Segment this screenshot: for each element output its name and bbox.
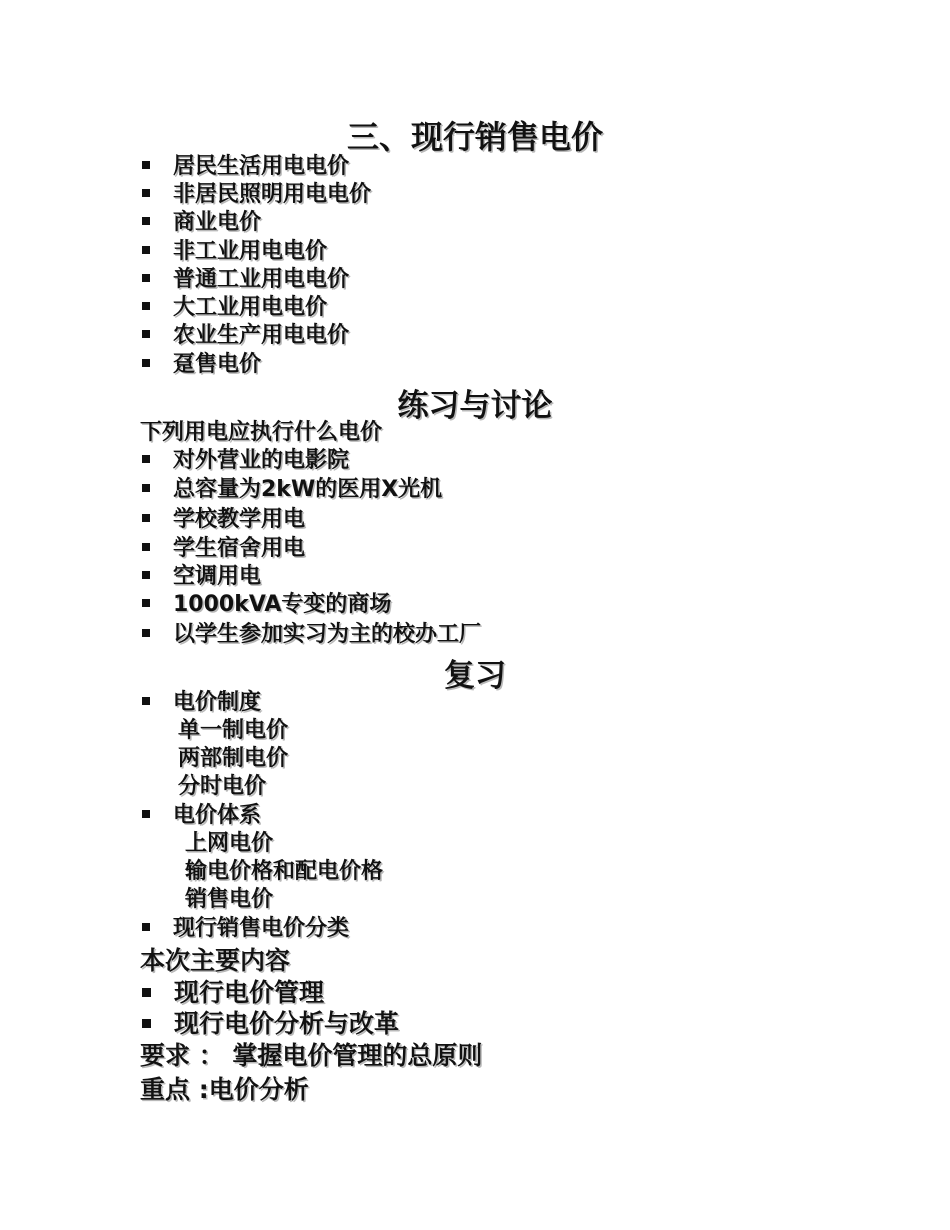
bullet-icon (142, 988, 151, 997)
list-item: 以学生参加实习为主的校办工厂 (140, 621, 481, 649)
bullet-icon (142, 246, 150, 254)
sub-item: 单一制电价 (178, 718, 289, 743)
bullet-icon (142, 599, 150, 607)
bullet-icon (142, 697, 150, 705)
main-content-heading: 本次主要内容 (140, 946, 291, 975)
bullet-icon (142, 514, 150, 522)
sub-item: 销售电价 (185, 887, 274, 912)
sub-item: 两部制电价 (178, 746, 289, 771)
question-text: 下列用电应执行什么电价 (140, 420, 383, 445)
bullet-icon (142, 629, 150, 637)
bullet-icon (142, 543, 150, 551)
list-item: 趸售电价 (140, 351, 261, 379)
bullet-icon (142, 274, 150, 282)
bullet-icon (142, 455, 150, 463)
list-item: 农业生产用电电价 (140, 322, 349, 350)
sub-item: 分时电价 (178, 774, 267, 799)
list-item: 学生宿舍用电 (140, 535, 305, 563)
list-item: 对外营业的电影院 (140, 447, 349, 475)
list-item: 学校教学用电 (140, 506, 305, 534)
list-item: 现行销售电价分类 (140, 915, 349, 943)
list-item: 普通工业用电电价 (140, 266, 349, 294)
bullet-icon (142, 359, 150, 367)
bullet-icon (142, 923, 150, 931)
list-item: 电价体系 (140, 802, 261, 830)
sub-item: 输电价格和配电价格 (185, 859, 384, 884)
list-item: 非工业用电电价 (140, 238, 327, 266)
list-item: 现行电价分析与改革 (140, 1008, 399, 1040)
list-item: 大工业用电电价 (140, 294, 327, 322)
bullet-icon (142, 217, 150, 225)
bullet-icon (142, 810, 150, 818)
section-title-exercise: 练习与讨论 (397, 388, 553, 424)
section-title-review: 复习 (444, 658, 506, 694)
list-item: 总容量为2kW的医用X光机 (140, 476, 442, 504)
list-item: 非居民照明用电电价 (140, 181, 371, 209)
bullet-icon (142, 302, 150, 310)
key-point-text: 重点 :电价分析 (140, 1075, 309, 1104)
bullet-icon (142, 330, 150, 338)
section-title-current-sales-price: 三、现行销售电价 (346, 118, 603, 156)
list-item: 商业电价 (140, 209, 261, 237)
bullet-icon (142, 189, 150, 197)
list-item: 1000kVA专变的商场 (140, 591, 391, 619)
list-item: 居民生活用电电价 (140, 153, 349, 181)
bullet-icon (142, 484, 150, 492)
sub-item: 上网电价 (185, 831, 274, 856)
bullet-icon (142, 1019, 151, 1028)
list-item: 空调用电 (140, 563, 261, 591)
bullet-icon (142, 161, 150, 169)
list-item: 电价制度 (140, 689, 261, 717)
requirement-text: 要求 ： 掌握电价管理的总原则 (140, 1041, 483, 1070)
bullet-icon (142, 571, 150, 579)
list-item: 现行电价管理 (140, 977, 324, 1009)
